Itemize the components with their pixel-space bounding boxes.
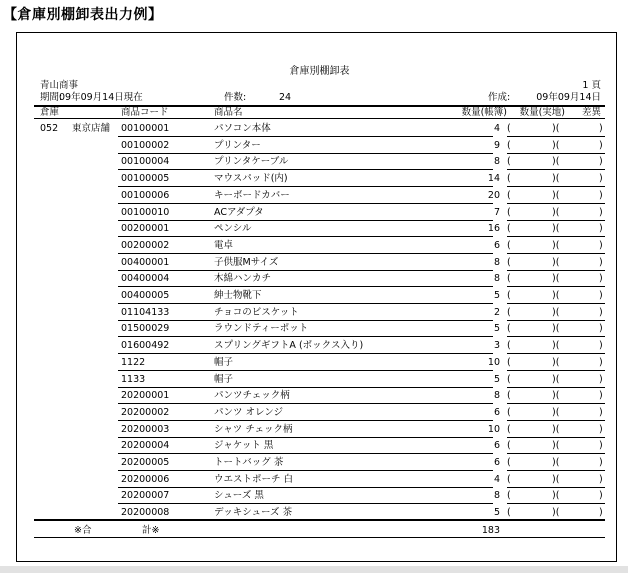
total-label: 計※ [142, 525, 160, 536]
book-quantity: 8 [493, 390, 500, 402]
difference-close-paren: ) [599, 206, 603, 218]
window-bottom-shade [0, 566, 628, 573]
book-quantity: 9 [493, 139, 500, 151]
actual-qty-close-paren: )( [552, 239, 560, 251]
product-code: 00100005 [121, 173, 170, 185]
product-name: ウエストポーチ 白 [214, 473, 294, 485]
product-code: 00200002 [121, 239, 170, 251]
difference-close-paren: ) [599, 390, 603, 402]
book-quantity: 10 [487, 423, 500, 435]
table-row [34, 204, 605, 221]
difference-close-paren: ) [599, 423, 603, 435]
book-quantity: 5 [493, 323, 500, 335]
actual-qty-open-paren: ( [507, 223, 511, 235]
period-value: 09年09月14日現在 [59, 92, 143, 103]
product-name: プリンタケーブル [214, 156, 289, 168]
column-header-code: 商品コード [121, 107, 169, 118]
actual-qty-open-paren: ( [507, 173, 511, 185]
product-code: 00100006 [121, 189, 170, 201]
product-code: 1122 [121, 356, 146, 368]
table-row [34, 421, 605, 438]
table-row [34, 170, 605, 187]
table-row [34, 404, 605, 421]
created-date: 09年09月14日 [536, 92, 601, 103]
actual-qty-open-paren: ( [507, 273, 511, 285]
product-code: 20200004 [121, 440, 170, 452]
book-quantity: 5 [493, 507, 500, 519]
table-row [34, 354, 605, 371]
actual-qty-close-paren: )( [552, 390, 560, 402]
actual-qty-close-paren: )( [552, 256, 560, 268]
book-quantity: 16 [487, 223, 500, 235]
difference-close-paren: ) [599, 139, 603, 151]
table-row [34, 153, 605, 170]
table-row [34, 287, 605, 304]
actual-qty-close-paren: )( [552, 123, 560, 134]
difference-close-paren: ) [599, 189, 603, 201]
product-code: 00400004 [121, 273, 170, 285]
count-label: 件数: [224, 92, 247, 103]
book-quantity: 8 [493, 156, 500, 168]
warehouse-name: 東京店舗 [72, 123, 111, 134]
product-name: ラウンドティーポット [214, 323, 309, 335]
difference-close-paren: ) [599, 123, 603, 134]
table-row [34, 254, 605, 271]
actual-qty-close-paren: )( [552, 423, 560, 435]
book-quantity: 8 [493, 273, 500, 285]
product-code: 00200001 [121, 223, 170, 235]
actual-qty-open-paren: ( [507, 239, 511, 251]
table-row [34, 270, 605, 287]
product-name: パンツチェック柄 [214, 390, 290, 402]
difference-close-paren: ) [599, 173, 603, 185]
product-name: プリンター [214, 139, 261, 151]
product-code: 00400005 [121, 290, 170, 301]
difference-close-paren: ) [599, 223, 603, 235]
difference-close-paren: ) [599, 256, 603, 268]
product-code: 20200001 [121, 390, 170, 402]
product-code: 20200002 [121, 406, 170, 418]
product-name: 電卓 [214, 239, 234, 251]
actual-qty-close-paren: )( [552, 290, 560, 301]
product-name: 帽子 [214, 356, 234, 368]
page-heading: 【倉庫別棚卸表出力例】 [3, 7, 163, 23]
product-code: 01600492 [121, 340, 170, 352]
table-row [34, 320, 605, 337]
actual-qty-close-paren: )( [552, 507, 560, 519]
product-code: 00100002 [121, 139, 170, 151]
actual-qty-close-paren: )( [552, 340, 560, 352]
actual-qty-open-paren: ( [507, 306, 511, 318]
book-quantity: 4 [493, 473, 500, 485]
table-row [34, 454, 605, 471]
difference-close-paren: ) [599, 507, 603, 519]
product-code: 20200008 [121, 507, 170, 519]
book-quantity: 20 [487, 189, 500, 201]
product-name: マウスパッド(内) [214, 173, 288, 185]
actual-qty-open-paren: ( [507, 406, 511, 418]
book-quantity: 10 [487, 356, 500, 368]
product-code: 00400001 [121, 256, 170, 268]
difference-close-paren: ) [599, 273, 603, 285]
table-row [34, 120, 605, 137]
actual-qty-open-paren: ( [507, 490, 511, 502]
book-quantity: 6 [493, 457, 500, 468]
actual-qty-close-paren: )( [552, 189, 560, 201]
column-header-difference: 差異 [581, 107, 601, 118]
book-quantity: 6 [493, 440, 500, 452]
difference-close-paren: ) [599, 306, 603, 318]
count-value: 24 [279, 92, 292, 103]
actual-qty-close-paren: )( [552, 406, 560, 418]
product-name: 紳士物靴下 [214, 290, 262, 301]
product-code: 1133 [121, 373, 146, 385]
column-header-divider [34, 118, 605, 119]
product-code: 00100004 [121, 156, 170, 168]
product-name: 帽子 [214, 373, 234, 385]
product-name: スプリングギフトA (ボックス入り) [214, 340, 364, 352]
product-code: 20200006 [121, 473, 170, 485]
period-label: 期間: [40, 92, 63, 103]
total-mark: ※合 [74, 525, 92, 536]
column-header-qty-actual: 数量(実地) [519, 107, 565, 118]
actual-qty-open-paren: ( [507, 256, 511, 268]
actual-qty-close-paren: )( [552, 173, 560, 185]
difference-close-paren: ) [599, 473, 603, 485]
actual-qty-close-paren: )( [552, 490, 560, 502]
table-row [34, 471, 605, 488]
book-quantity: 4 [493, 123, 500, 134]
product-code: 00100010 [121, 206, 170, 218]
actual-qty-close-paren: )( [552, 373, 560, 385]
product-code: 20200005 [121, 457, 170, 468]
product-name: 木綿ハンカチ [214, 273, 272, 285]
actual-qty-open-paren: ( [507, 340, 511, 352]
company-name: 青山商事 [40, 80, 79, 91]
table-row [34, 437, 605, 454]
actual-qty-close-paren: )( [552, 356, 560, 368]
table-row [34, 137, 605, 154]
product-code: 00100001 [121, 123, 170, 134]
created-label: 作成: [488, 92, 511, 103]
actual-qty-open-paren: ( [507, 323, 511, 335]
product-name: パソコン本体 [214, 123, 271, 134]
actual-qty-open-paren: ( [507, 473, 511, 485]
book-quantity: 8 [493, 490, 500, 502]
actual-qty-close-paren: )( [552, 457, 560, 468]
actual-qty-open-paren: ( [507, 440, 511, 452]
difference-close-paren: ) [599, 290, 603, 301]
table-row [34, 487, 605, 504]
column-header-qty-book: 数量(帳簿) [461, 107, 507, 118]
table-row [34, 187, 605, 204]
product-code: 01104133 [121, 306, 170, 318]
book-quantity: 5 [493, 373, 500, 385]
total-value: 183 [481, 525, 500, 536]
product-name: ペンシル [214, 223, 252, 235]
actual-qty-open-paren: ( [507, 356, 511, 368]
difference-close-paren: ) [599, 457, 603, 468]
actual-qty-open-paren: ( [507, 123, 511, 134]
difference-close-paren: ) [599, 340, 603, 352]
difference-close-paren: ) [599, 406, 603, 418]
product-name: シューズ 黒 [214, 490, 264, 502]
table-row [34, 304, 605, 321]
difference-close-paren: ) [599, 323, 603, 335]
difference-close-paren: ) [599, 156, 603, 168]
total-divider [34, 519, 605, 521]
report-title: 倉庫別棚卸表 [289, 66, 350, 77]
actual-qty-open-paren: ( [507, 373, 511, 385]
book-quantity: 6 [493, 406, 500, 418]
table-row [34, 220, 605, 237]
inventory-report [34, 49, 605, 559]
actual-qty-close-paren: )( [552, 206, 560, 218]
warehouse-code: 052 [40, 123, 59, 134]
actual-qty-close-paren: )( [552, 323, 560, 335]
difference-close-paren: ) [599, 239, 603, 251]
table-row [34, 237, 605, 254]
actual-qty-open-paren: ( [507, 156, 511, 168]
product-code: 20200007 [121, 490, 170, 502]
actual-qty-open-paren: ( [507, 457, 511, 468]
table-row [34, 337, 605, 354]
bottom-divider [34, 537, 605, 538]
actual-qty-close-paren: )( [552, 139, 560, 151]
table-row [34, 371, 605, 388]
product-name: 子供服Mサイズ [214, 256, 279, 268]
actual-qty-close-paren: )( [552, 223, 560, 235]
column-header-name: 商品名 [214, 107, 243, 118]
actual-qty-open-paren: ( [507, 390, 511, 402]
book-quantity: 2 [493, 306, 500, 318]
book-quantity: 3 [493, 340, 500, 352]
actual-qty-close-paren: )( [552, 273, 560, 285]
actual-qty-open-paren: ( [507, 423, 511, 435]
product-name: チョコのビスケット [214, 306, 299, 318]
actual-qty-open-paren: ( [507, 206, 511, 218]
table-row [34, 387, 605, 404]
page-number: 1 頁 [582, 80, 601, 91]
product-name: デッキシューズ 茶 [214, 507, 293, 519]
product-name: トートバッグ 茶 [214, 457, 284, 468]
product-name: ACアダプタ [214, 206, 264, 218]
difference-close-paren: ) [599, 373, 603, 385]
product-name: パンツ オレンジ [214, 406, 284, 418]
report-frame [16, 32, 617, 562]
book-quantity: 7 [493, 206, 500, 218]
book-quantity: 5 [493, 290, 500, 301]
actual-qty-open-paren: ( [507, 507, 511, 519]
column-header-warehouse: 倉庫 [40, 107, 60, 118]
product-name: ジャケット 黒 [214, 440, 274, 452]
product-name: キーボードカバー [214, 189, 290, 201]
product-code: 20200003 [121, 423, 170, 435]
book-quantity: 14 [487, 173, 500, 185]
book-quantity: 8 [493, 256, 500, 268]
actual-qty-close-paren: )( [552, 440, 560, 452]
actual-qty-open-paren: ( [507, 139, 511, 151]
product-code: 01500029 [121, 323, 170, 335]
actual-qty-close-paren: )( [552, 473, 560, 485]
difference-close-paren: ) [599, 440, 603, 452]
difference-close-paren: ) [599, 490, 603, 502]
actual-qty-close-paren: )( [552, 156, 560, 168]
book-quantity: 6 [493, 239, 500, 251]
difference-close-paren: ) [599, 356, 603, 368]
actual-qty-close-paren: )( [552, 306, 560, 318]
product-name: シャツ チェック柄 [214, 423, 293, 435]
actual-qty-open-paren: ( [507, 189, 511, 201]
actual-qty-open-paren: ( [507, 290, 511, 301]
